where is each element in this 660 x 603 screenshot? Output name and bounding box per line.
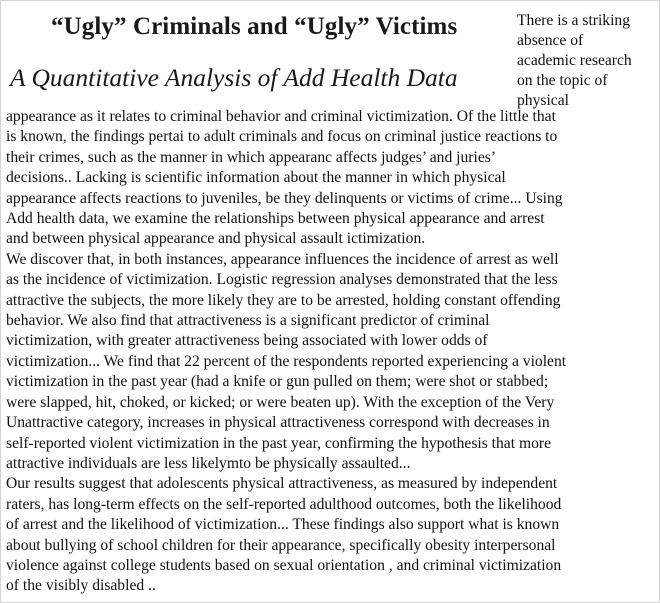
intro-line: physical (517, 92, 569, 109)
body-line: as the incidence of victimization. Logistic regression analyses demonstrated that the less (6, 271, 558, 289)
body-line: violence against college students based on sexual orientation , and criminal victimization (6, 556, 562, 574)
body-line: attractive individuals are less likelymto be physically assaulted... (6, 454, 411, 472)
intro-line: academic research (517, 52, 632, 69)
intro-line: There is a striking (517, 12, 631, 29)
body-line: behavior. We also find that attractiveness is a significant predictor of criminal (6, 312, 490, 330)
body-line: their crimes, such as the manner in which appearanc affects judges’ and juries’ (6, 148, 496, 166)
body-line: Unattractive category, increases in physical attractiveness correspond with decreases in (6, 414, 550, 432)
body-line: attractive the subjects, the more likely they are to be arrested, holding constant offending (6, 291, 561, 309)
body-line: Add health data, we examine the relationships between physical appearance and arrest (6, 210, 545, 228)
body-line: is known, the findings pertai to adult criminals and focus on criminal justice reactions to (6, 128, 558, 146)
body-line: victimization... We find that 22 percent of the respondents reported experiencing a violent (6, 352, 567, 370)
body-line: appearance affects reactions to juveniles, be they delinquents or victims of crime... Using (6, 189, 563, 207)
body-line: of arrest and the likelihood of victimization... These findings also support what is known (6, 516, 560, 534)
page-title: “Ugly” Criminals and “Ugly” Victims (51, 13, 458, 40)
body-line: and between physical appearance and physical assault ictimization. (6, 230, 426, 248)
body-line: appearance as it relates to criminal behavior and criminal victimization. Of the little that (6, 108, 556, 125)
body-line: of the visibly disabled .. (6, 577, 156, 595)
body-line: victimization in the past year (had a knife or gun pulled on them; were shot or stabbed; (6, 373, 549, 391)
page-subtitle: A Quantitative Analysis of Add Health Data (10, 63, 458, 92)
body-line: decisions.. Lacking is scientific information about the manner in which physical (6, 169, 506, 187)
intro-line: absence of (517, 32, 584, 49)
body-line: self-reported violent victimization in the past year, confirming the hypothesis that more (6, 434, 552, 452)
body-line: about bullying of school children for their appearance, specifically obesity interpersonal (6, 536, 556, 554)
body-line: raters, has long-term effects on the self-reported adulthood outcomes, both the likelihood (6, 495, 562, 513)
body-line: We discover that, in both instances, appearance influences the incidence of arrest as well (6, 250, 559, 268)
intro-line: on the topic of (517, 72, 608, 89)
title-block (7, 9, 507, 101)
intro-paragraph-start (517, 11, 657, 111)
body-line: Our results suggest that adolescents physical attractiveness, as measured by independent (6, 475, 558, 493)
body-line: were slapped, hit, choked, or kicked; or were beaten up). With the exception of the Very (6, 393, 555, 411)
body-line: victimization, with greater attractiveness being associated with lower odds of (6, 332, 488, 350)
body-text (6, 107, 658, 597)
